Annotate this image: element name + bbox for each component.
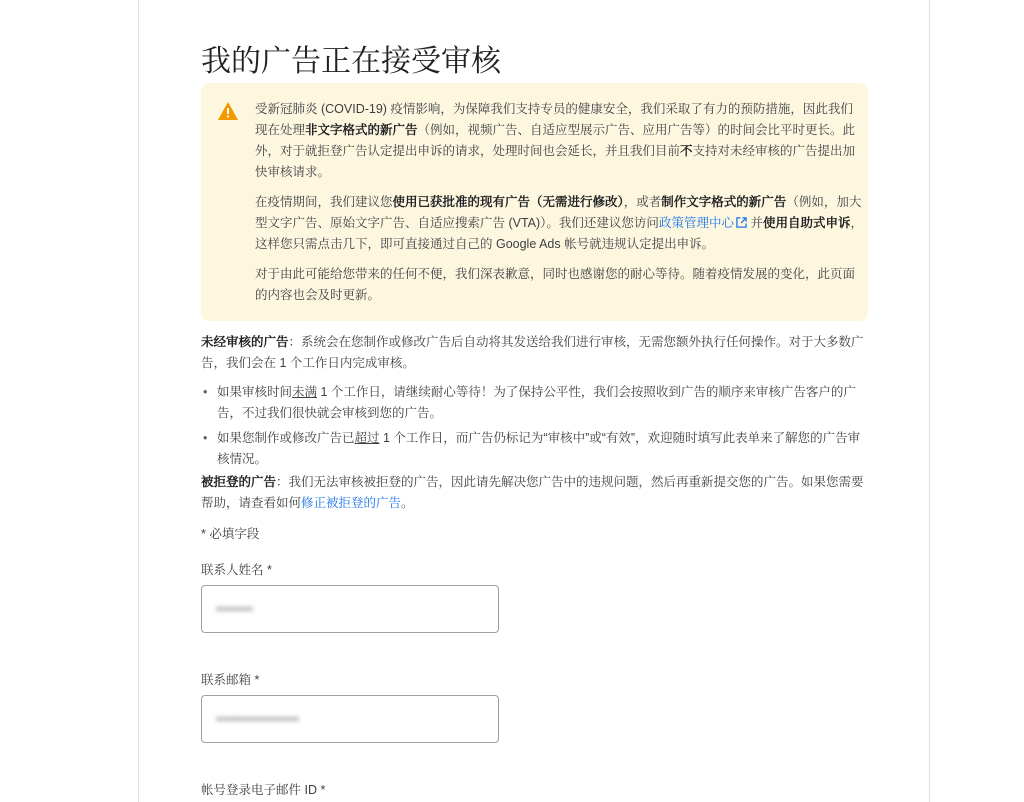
covid-notice-banner (201, 83, 868, 321)
contact-email-value: ▪▪▪▪▪▪▪▪▪▪▪▪▪▪▪▪▪▪ (216, 711, 299, 726)
contact-email-input[interactable] (201, 695, 499, 743)
fix-disapproved-ads-link[interactable]: 修正被拒登的广告 (301, 496, 402, 510)
warning-icon (218, 102, 238, 120)
contact-name-label: 联系人姓名 * (201, 563, 272, 577)
notice-paragraph-3: 对于由此可能给您带来的任何不便，我们深表歉意，同时也感谢您的耐心等待。随着疫情发展的变化，此页面的内容也会及时更新。 (255, 267, 856, 302)
required-fields-note: * 必填字段 (201, 527, 260, 541)
notice-paragraph-1: 受新冠肺炎 (COVID-19) 疫情影响，为保障我们支持专员的健康安全，我们采取了有力的预防措施，因此我们现在处理非文字格式的新广告（例如，视频广告、自适应型展示广告、应用广告等）的时间会比平时更长。此外，对于就拒登广告认定提出申诉的请求，处理时间也会延长，并且我们目前不支持对未经审核的广告提出加快审核请求。 (255, 102, 856, 179)
contact-name-value: ▪▪▪▪▪▪▪▪ (216, 601, 253, 616)
notice-paragraph-2: 在疫情期间，我们建议您使用已获批准的现有广告（无需进行修改），或者制作文字格式的新广告（例如，加大型文字广告、原始文字广告、自适应搜索广告 (VTA)）。我们还建议您访问政策管理中心 并使用自助式申诉，这样您只需点击几下，即可直接通过自己的 Google Ads 帐号就违规认定提出申诉。 (255, 195, 863, 251)
page-card (138, 0, 930, 802)
unreviewed-ads-paragraph: 未经审核的广告：系统会在您制作或修改广告后自动将其发送给我们进行审核，无需您额外执行任何操作。对于大多数广告，我们会在 1 个工作日内完成审核。 (201, 335, 864, 370)
page-title: 我的广告正在接受审核 (201, 45, 501, 78)
policy-center-link[interactable]: 政策管理中心 (659, 216, 747, 230)
review-bullet-list (201, 382, 868, 474)
contact-name-input[interactable] (201, 585, 499, 633)
account-login-email-label: 帐号登录电子邮件 ID * (201, 783, 326, 797)
disapproved-ads-paragraph: 被拒登的广告：我们无法审核被拒登的广告，因此请先解决您广告中的违规问题，然后再重新提交您的广告。如果您需要帮助，请查看如何修正被拒登的广告。 (201, 475, 864, 510)
list-item: • 如果您制作或修改广告已超过 1 个工作日，而广告仍标记为“审核中”或“有效”，欢迎随时填写此表单来了解您的广告审核情况。 (201, 428, 868, 470)
external-link-icon (736, 217, 747, 228)
contact-email-label: 联系邮箱 * (201, 673, 260, 687)
list-item: • 如果审核时间未满 1 个工作日，请继续耐心等待！为了保持公平性，我们会按照收到广告的顺序来审核广告客户的广告，不过我们很快就会审核到您的广告。 (201, 382, 868, 424)
